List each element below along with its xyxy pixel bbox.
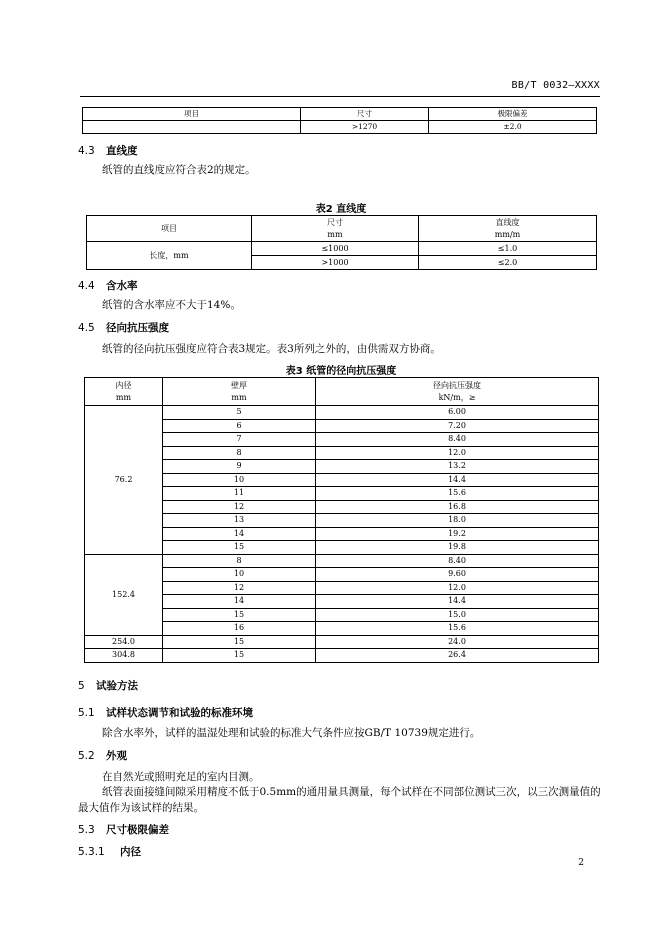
table3-cell-strength: 12.0 <box>316 581 599 595</box>
section-5-1-heading <box>78 705 253 720</box>
table1-header-item: 项目 <box>83 108 301 121</box>
table-row <box>85 554 599 568</box>
section-title: 内径 <box>120 846 141 858</box>
section-title: 试样状态调节和试验的标准环境 <box>106 707 253 719</box>
table2-header-size: 尺寸 <box>327 217 343 227</box>
table3-cell-wall: 8 <box>163 554 316 568</box>
section-number: 4.3 <box>78 145 95 157</box>
table-row <box>85 419 599 433</box>
table3-cell-strength: 19.2 <box>316 527 599 541</box>
table3-cell-strength: 8.40 <box>316 554 599 568</box>
table3-header-wall: 壁厚 <box>231 380 247 390</box>
table3-header-diameter: 内径 <box>115 380 132 390</box>
table3-cell-wall: 12 <box>163 500 316 514</box>
table3-cell-wall: 6 <box>163 419 316 433</box>
table-row <box>85 581 599 595</box>
section-number: 5.1 <box>78 707 95 719</box>
section-title: 含水率 <box>106 280 138 292</box>
table2-cell-value: ≤1.0 <box>419 242 597 256</box>
table3-cell-wall: 5 <box>163 406 316 420</box>
table3-cell-wall: 15 <box>163 649 316 663</box>
table-row <box>85 649 599 663</box>
table-row <box>85 460 599 474</box>
table3-cell-diameter: 152.4 <box>85 554 163 635</box>
section-5-1-text: 除含水率外，试样的温湿处理和试验的标准大气条件应按GB/T 10739规定进行。 <box>102 727 481 739</box>
table1-header-tolerance: 极限偏差 <box>429 108 597 121</box>
table3-cell-strength: 14.4 <box>316 473 599 487</box>
section-title: 直线度 <box>106 145 138 157</box>
table-row <box>85 622 599 636</box>
table-row <box>85 433 599 447</box>
table2-cell-size: >1000 <box>252 256 419 270</box>
section-number: 5.3.1 <box>78 846 105 858</box>
section-title: 尺寸极限偏差 <box>106 824 169 836</box>
table3-cell-strength: 19.8 <box>316 541 599 555</box>
table3-cell-strength: 15.6 <box>316 622 599 636</box>
table3-cell-wall: 13 <box>163 514 316 528</box>
table2-header-straightness: 直线度 <box>495 217 520 227</box>
table3-cell-wall: 10 <box>163 473 316 487</box>
table3-cell-wall: 10 <box>163 568 316 582</box>
table3-cell-wall: 7 <box>163 433 316 447</box>
table-row <box>85 527 599 541</box>
page-number: 2 <box>578 858 584 868</box>
section-number: 5.3 <box>78 824 95 836</box>
table-row <box>85 595 599 609</box>
section-title: 外观 <box>106 750 127 762</box>
table3-cell-strength: 16.8 <box>316 500 599 514</box>
table3-cell-strength: 18.0 <box>316 514 599 528</box>
table3-cell-wall: 15 <box>163 608 316 622</box>
table3-cell-strength: 13.2 <box>316 460 599 474</box>
table3-cell-wall: 8 <box>163 446 316 460</box>
section-4-4-text: 纸管的含水率应不大于14%。 <box>102 299 241 311</box>
section-4-3-text: 纸管的直线度应符合表2的规定。 <box>102 164 256 176</box>
table2-row-label: 长度，mm <box>87 242 252 270</box>
table2-caption: 表2 直线度 <box>315 204 367 215</box>
table-row <box>85 514 599 528</box>
table-row <box>85 608 599 622</box>
table3-cell-strength: 15.0 <box>316 608 599 622</box>
table3-cell-diameter: 304.8 <box>85 649 163 663</box>
section-number: 4.5 <box>78 322 95 334</box>
table3-cell-diameter: 76.2 <box>85 406 163 555</box>
section-4-5-text: 纸管的径向抗压强度应符合表3规定。表3所列之外的，由供需双方协商。 <box>102 343 441 355</box>
table-row <box>85 568 599 582</box>
table-row <box>85 635 599 649</box>
table3-header-diameter-unit: mm <box>115 392 132 402</box>
table-row <box>85 473 599 487</box>
section-5-3-1-heading <box>78 844 141 859</box>
table3-header-strength: 径向抗压强度 <box>433 380 481 390</box>
table-row <box>85 487 599 501</box>
section-5-2-text-1: 在自然光或照明充足的室内目测。 <box>102 771 260 783</box>
section-4-5-heading <box>78 320 169 335</box>
table3-cell-wall: 9 <box>163 460 316 474</box>
table3-cell-diameter: 254.0 <box>85 635 163 649</box>
table3-header-wall-unit: mm <box>231 392 247 402</box>
table-row <box>85 406 599 420</box>
table3-cell-strength: 6.00 <box>316 406 599 420</box>
section-4-4-heading <box>78 278 138 293</box>
table-row <box>85 446 599 460</box>
header-rule <box>80 96 600 97</box>
table3-cell-strength: 15.6 <box>316 487 599 501</box>
table3-cell-strength: 9.60 <box>316 568 599 582</box>
section-number: 5.2 <box>78 750 95 762</box>
table3-cell-strength: 7.20 <box>316 419 599 433</box>
section-5-2-heading <box>78 748 127 763</box>
table3-cell-wall: 16 <box>163 622 316 636</box>
section-title: 径向抗压强度 <box>106 322 169 334</box>
table1-cell-size: >1270 <box>301 121 429 134</box>
document-code: BB/T 0032—XXXX <box>511 80 600 91</box>
section-5-2-text-2: 纸管表面接缝间隙采用精度不低于0.5mm的通用量具测量，每个试样在不同部位测试三次，以三次测量值的最大值作为该试样的结果。 <box>78 786 601 814</box>
table3-header-strength-unit: kN/m，≥ <box>438 392 476 402</box>
table3-cell-wall: 11 <box>163 487 316 501</box>
table3-cell-strength: 26.4 <box>316 649 599 663</box>
table-radial-strength <box>84 377 599 663</box>
table2-header-size-unit: mm <box>327 229 343 239</box>
table1-header-size: 尺寸 <box>301 108 429 121</box>
table3-cell-strength: 14.4 <box>316 595 599 609</box>
table3-cell-strength: 24.0 <box>316 635 599 649</box>
table3-cell-strength: 8.40 <box>316 433 599 447</box>
section-number: 4.4 <box>78 280 95 292</box>
table3-cell-strength: 12.0 <box>316 446 599 460</box>
table2-cell-size: ≤1000 <box>252 242 419 256</box>
table1-cell-item <box>83 121 301 134</box>
table-row <box>85 541 599 555</box>
section-number: 5 <box>78 680 85 692</box>
section-4-3-heading <box>78 143 138 158</box>
table1-cell-tolerance: ±2.0 <box>429 121 597 134</box>
section-title: 试验方法 <box>96 680 138 692</box>
table3-cell-wall: 14 <box>163 595 316 609</box>
table2-cell-value: ≤2.0 <box>419 256 597 270</box>
section-5-heading <box>78 678 138 693</box>
table-dimension-tolerance <box>82 107 597 134</box>
table2-header-straightness-unit: mm/m <box>494 229 521 239</box>
table3-cell-wall: 15 <box>163 635 316 649</box>
section-5-3-heading <box>78 822 169 837</box>
table3-cell-wall: 12 <box>163 581 316 595</box>
table-straightness <box>86 215 597 270</box>
table3-cell-wall: 15 <box>163 541 316 555</box>
table3-cell-wall: 14 <box>163 527 316 541</box>
table-row <box>85 500 599 514</box>
table3-caption: 表3 纸管的径向抗压强度 <box>285 366 397 377</box>
table2-header-item: 项目 <box>87 216 252 242</box>
